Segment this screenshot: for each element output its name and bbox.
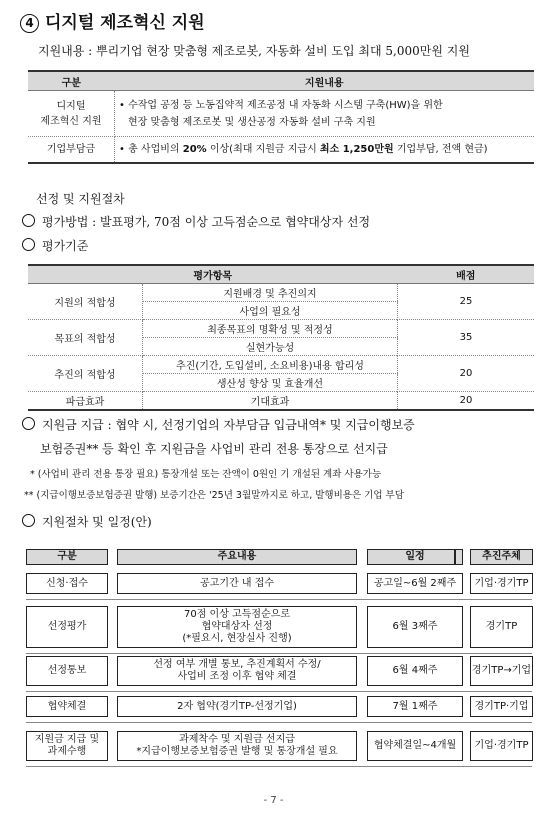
payment-note1: * (사업비 관리 전용 통장 필요) 통장개설 또는 잔액이 0원인 기 개설된 계좌 사용가능 xyxy=(30,469,382,480)
section-heading xyxy=(20,8,205,33)
eval-header-score: 배점 xyxy=(398,265,535,284)
support-table xyxy=(28,70,534,164)
support-table-header-category: 구분 xyxy=(28,71,115,91)
schedule-content: 과제착수 및 지원금 선지급 *지급이행보증보험증권 발행 및 통장개설 필요 xyxy=(117,731,357,761)
payment-line1: 지원금 지급 : 협약 시, 선정기업의 자부담금 입금내역* 및 지급이행보증 xyxy=(22,416,415,433)
circle-bullet-icon xyxy=(22,238,35,251)
schedule-date: 6월 3째주 xyxy=(367,606,463,648)
circle-bullet-icon xyxy=(22,514,35,527)
burden-row-content: • 총 사업비의 20% 이상(최대 지원금 지급시 최소 1,250만원 기업부담, 전액 현금) xyxy=(115,137,535,164)
eval-header-item: 평가항목 xyxy=(28,265,398,284)
schedule-date: 7월 1째주 xyxy=(367,696,463,717)
eval-score: 35 xyxy=(398,320,535,356)
schedule-stage: 지원금 지급 및 과제수행 xyxy=(26,731,108,761)
eval-item: 추진(기간, 도입설비, 소요비용)내용 합리성 xyxy=(143,356,398,374)
schedule-row xyxy=(26,656,532,686)
schedule-header-stage: 구분 xyxy=(26,549,108,565)
support-content-line2: 현장 맞춤형 제조로봇 및 생산공정 자동화 설비 구축 지원 xyxy=(128,116,376,128)
support-content-line: 지원내용 : 뿌리기업 현장 맞춤형 제조로봇, 자동화 설비 도입 최대 5,000만원 지원 xyxy=(38,44,470,58)
payment-note2: ** (지급이행보증보험증권 발행) 보증기간은 '25년 3월말까지로 하고, 발행비용은 기업 부담 xyxy=(24,490,404,501)
eval-criteria-title: 평가기준 xyxy=(22,237,88,254)
circle-bullet-icon xyxy=(22,417,35,430)
schedule-owner: 경기TP·기업 xyxy=(470,696,533,717)
eval-item: 생산성 향상 및 효율개선 xyxy=(143,374,398,392)
page-number: - 7 - xyxy=(263,795,284,806)
support-row-content xyxy=(115,91,535,137)
eval-item: 지원배경 및 추진의지 xyxy=(143,284,398,302)
eval-item: 사업의 필요성 xyxy=(143,302,398,320)
eval-item: 최종목표의 명확성 및 적정성 xyxy=(143,320,398,338)
eval-method: 평가방법 : 발표평가, 70점 이상 고득점순으로 협약대상자 선정 xyxy=(22,213,370,230)
eval-category: 지원의 적합성 xyxy=(28,284,143,320)
schedule-stage: 선정통보 xyxy=(26,656,108,686)
eval-score: 20 xyxy=(398,392,535,411)
schedule-date: 협약체결일~4개월 xyxy=(367,731,463,761)
schedule-date: 6월 4째주 xyxy=(367,656,463,686)
eval-category: 추진의 적합성 xyxy=(28,356,143,392)
schedule-content: 2자 협약(경기TP-선정기업) xyxy=(117,696,357,717)
section-title: 디지털 제조혁신 지원 xyxy=(45,13,205,33)
eval-item: 기대효과 xyxy=(143,392,398,411)
schedule-header-date: 일정 xyxy=(367,549,463,565)
eval-category: 목표의 적합성 xyxy=(28,320,143,356)
schedule-row xyxy=(26,606,532,648)
schedule-header-owner: 추진주체 xyxy=(470,549,533,565)
schedule-row xyxy=(26,573,532,594)
schedule-stage: 협약체결 xyxy=(26,696,108,717)
schedule-owner: 경기TP→기업 xyxy=(470,656,533,686)
schedule-title: 지원절차 및 일정(안) xyxy=(22,513,152,530)
support-row-label: 디지털 제조혁신 지원 xyxy=(28,91,115,137)
support-content-line1: • 수작업 공정 등 노동집약적 제조공정 내 자동화 시스템 구축(HW)을 위한 xyxy=(119,99,443,111)
schedule-stage: 선정평가 xyxy=(26,606,108,648)
circle-bullet-icon xyxy=(22,214,35,227)
eval-category: 파급효과 xyxy=(28,392,143,411)
support-table-header-content: 지원내용 xyxy=(115,71,535,91)
schedule-header xyxy=(26,549,532,565)
schedule-content: 공고기간 내 접수 xyxy=(117,573,357,594)
evaluation-table xyxy=(28,264,534,411)
eval-item: 실현가능성 xyxy=(143,338,398,356)
schedule-row xyxy=(26,731,532,761)
payment-line2: 보험증권** 등 확인 후 지원금을 사업비 관리 전용 통장으로 선지급 xyxy=(40,442,388,456)
schedule-owner: 기업·경기TP xyxy=(470,573,533,594)
eval-score: 20 xyxy=(398,356,535,392)
schedule-owner: 경기TP xyxy=(470,606,533,648)
schedule-date: 공고일~6월 2째주 xyxy=(367,573,463,594)
schedule-owner: 기업·경기TP xyxy=(470,731,533,761)
schedule-content: 선정 여부 개별 통보, 추진계획서 수정/ 사업비 조정 이후 협약 체결 xyxy=(117,656,357,686)
schedule-row xyxy=(26,696,532,717)
section-number: 4 xyxy=(20,14,39,33)
schedule-stage: 신청·접수 xyxy=(26,573,108,594)
schedule-header-content: 주요내용 xyxy=(117,549,357,565)
procedure-heading: 선정 및 지원절차 xyxy=(36,192,125,206)
schedule-content: 70점 이상 고득점순으로 협약대상자 선정 (*필요시, 현장실사 진행) xyxy=(117,606,357,648)
eval-score: 25 xyxy=(398,284,535,320)
burden-row-label: 기업부담금 xyxy=(28,137,115,164)
